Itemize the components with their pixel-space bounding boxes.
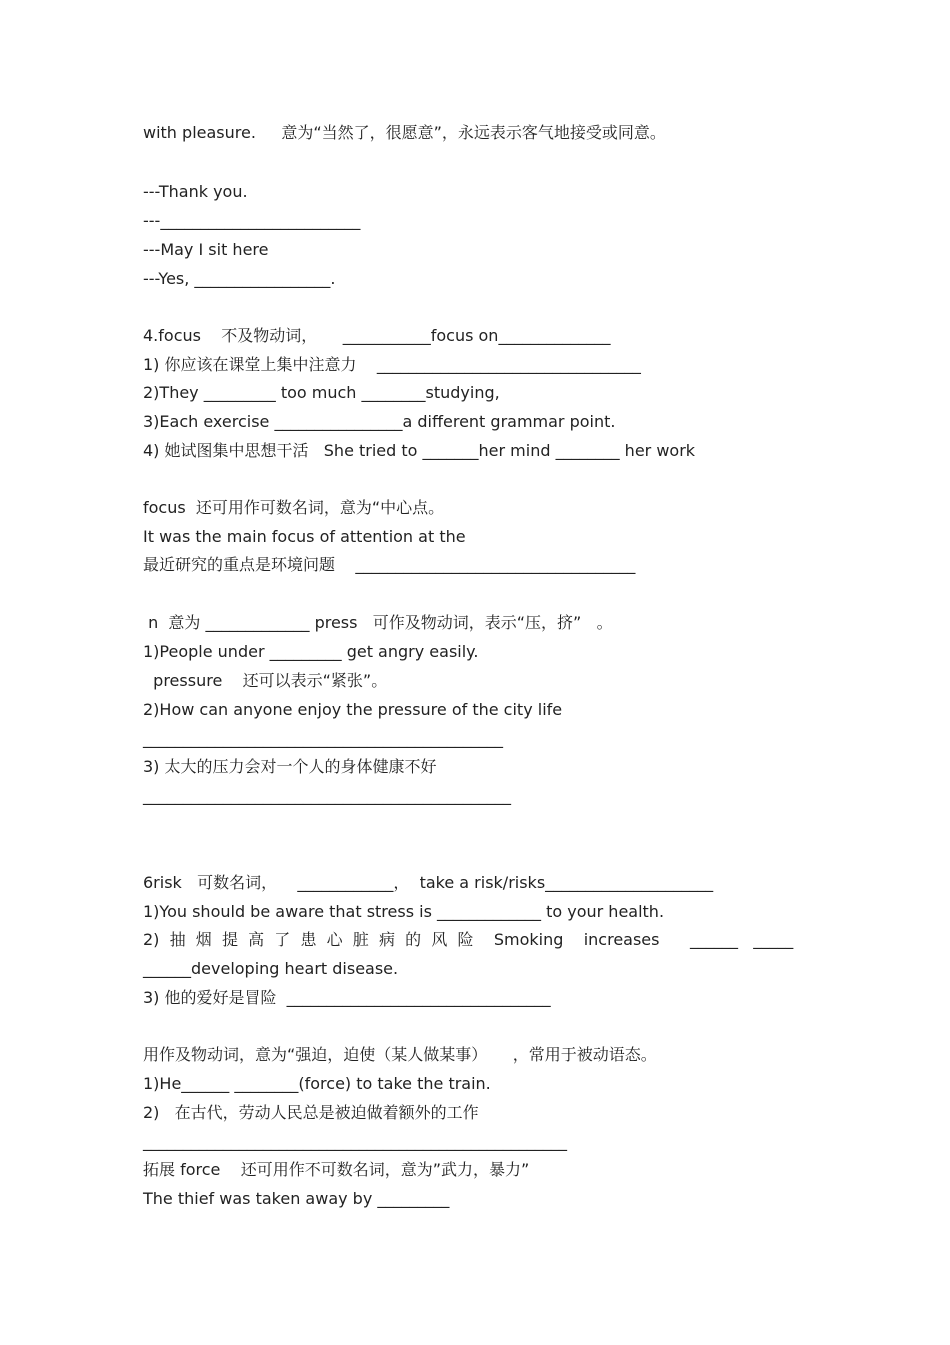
pressure-heading: n 意为 _____________ press 可作及物动词，表示“压，挤” 。	[143, 613, 613, 632]
focus-noun-example: It was the main focus of attention at the	[143, 527, 466, 546]
pressure-exercise-3: 3) 太大的压力会对一个人的身体健康不好	[143, 757, 437, 776]
risk-exercise-1: 1)You should be aware that stress is _____________ to your health.	[143, 902, 665, 921]
risk-exercise-3: 3) 他的爱好是冒险 _________________________________	[143, 988, 551, 1007]
force-verb-note: 用作及物动词，意为“强迫，迫使（某人做某事） ，常用于被动语态。	[143, 1045, 657, 1064]
force-exercise-2: 2) 在古代，劳动人民总是被迫做着额外的工作	[143, 1103, 479, 1122]
dialogue-blank-answer: ---_________________________	[143, 211, 361, 230]
risk-exercise-2: 2) 抽 烟 提 高 了 患 心 脏 病 的 风 险 Smoking increases ______ _____	[143, 930, 794, 949]
focus-exercise-2: 2)They _________ too much ________studying,	[143, 383, 500, 402]
force-noun-exercise: The thief was taken away by _________	[143, 1189, 450, 1208]
focus-heading: 4.focus 不及物动词， ___________focus on______________	[143, 326, 611, 345]
force-exercise-2-blank: _____________________________________________________	[143, 1132, 567, 1151]
focus-noun-note: focus 还可用作可数名词，意为“中心点。	[143, 498, 445, 517]
focus-noun-exercise: 最近研究的重点是环境问题 ___________________________________	[143, 555, 636, 574]
force-exercise-1: 1)He______ ________(force) to take the train.	[143, 1074, 491, 1093]
focus-exercise-3: 3)Each exercise ________________a different grammar point.	[143, 412, 616, 431]
force-noun-note: 拓展 force 还可用作不可数名词，意为”武力，暴力”	[143, 1160, 530, 1179]
dialogue-may-i-sit: ---May I sit here	[143, 240, 269, 259]
dialogue-yes-blank: ---Yes, _________________.	[143, 269, 336, 288]
pressure-exercise-1: 1)People under _________ get angry easily.	[143, 642, 479, 661]
risk-heading: 6risk 可数名词， ____________， take a risk/risks_____________________	[143, 873, 714, 892]
focus-exercise-1: 1) 你应该在课堂上集中注意力 _________________________________	[143, 355, 641, 374]
pressure-exercise-2: 2)How can anyone enjoy the pressure of the city life	[143, 700, 563, 719]
with-pleasure-explanation: with pleasure. 意为“当然了，很愿意”，永远表示客气地接受或同意。	[143, 123, 666, 142]
risk-exercise-2-cont: ______developing heart disease.	[143, 959, 399, 978]
pressure-tension-note: pressure 还可以表示“紧张”。	[143, 671, 388, 690]
pressure-exercise-2-blank: _____________________________________________	[143, 729, 503, 748]
pressure-exercise-3-blank: ______________________________________________	[143, 786, 511, 805]
dialogue-thank-you: ---Thank you.	[143, 182, 248, 201]
focus-exercise-4: 4) 她试图集中思想干活 She tried to _______her mind ________ her work	[143, 441, 696, 460]
